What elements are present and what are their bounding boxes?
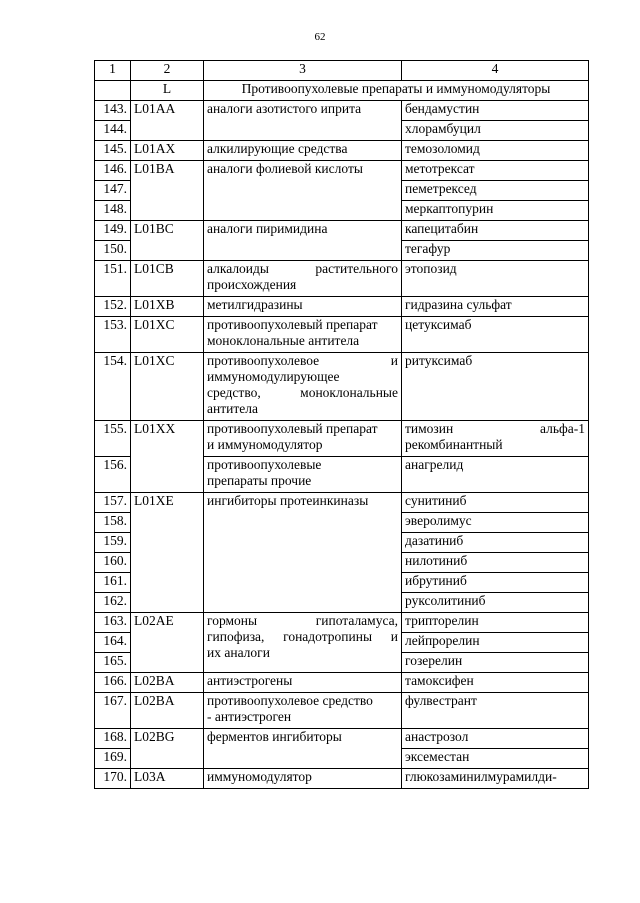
drug-class-line: средство, моноклональные	[207, 385, 398, 400]
drug-name: этопозид	[402, 261, 589, 297]
drug-name: эксеместан	[402, 749, 589, 769]
drug-class-line: противоопухолевые	[207, 457, 322, 472]
drug-name: гозерелин	[402, 653, 589, 673]
row-number: 162.	[95, 593, 131, 613]
drug-name: фулвестрант	[402, 693, 589, 729]
drug-class-line: алкалоиды растительного	[207, 261, 398, 276]
section-title: Противоопухолевые препараты и иммуномодуляторы	[204, 81, 589, 101]
atc-code: L01CB	[131, 261, 204, 297]
drug-class: ферментов ингибиторы	[204, 729, 402, 769]
drug-class	[204, 457, 402, 493]
drug-name: пеметрексед	[402, 181, 589, 201]
table-row	[95, 297, 589, 317]
drug-class: аналоги пиримидина	[204, 221, 402, 261]
row-number: 143.	[95, 101, 131, 121]
row-number: 164.	[95, 633, 131, 653]
drug-name: тегафур	[402, 241, 589, 261]
drug-class-line: противоопухолевый препарат	[207, 317, 378, 332]
drug-class-line: гормоны гипоталамуса,	[207, 613, 398, 628]
drug-name: темозоломид	[402, 141, 589, 161]
drug-class-line: и иммуномодулятор	[207, 437, 323, 452]
column-number-row	[95, 61, 589, 81]
drug-class	[204, 261, 402, 297]
drug-name: хлорамбуцил	[402, 121, 589, 141]
atc-code: L01XB	[131, 297, 204, 317]
drug-name: бендамустин	[402, 101, 589, 121]
table-row	[95, 141, 589, 161]
atc-code: L03A	[131, 769, 204, 789]
drug-class-line: препараты прочие	[207, 473, 312, 488]
drug-name: ибрутиниб	[402, 573, 589, 593]
atc-code: L02AE	[131, 613, 204, 673]
drug-class-line: противоопухолевое и	[207, 353, 398, 368]
table-row	[95, 693, 589, 729]
drug-class-line: иммуномодулирующее	[207, 369, 340, 384]
drug-class-line: противоопухолевое средство	[207, 693, 373, 708]
row-number: 158.	[95, 513, 131, 533]
drug-name: капецитабин	[402, 221, 589, 241]
row-number: 144.	[95, 121, 131, 141]
drug-class: аналоги фолиевой кислоты	[204, 161, 402, 221]
drug-name: руксолитиниб	[402, 593, 589, 613]
table-row	[95, 161, 589, 181]
drug-class	[204, 693, 402, 729]
row-number: 161.	[95, 573, 131, 593]
drug-name: гидразина сульфат	[402, 297, 589, 317]
section-header-row	[95, 81, 589, 101]
table-row	[95, 769, 589, 789]
col-header-1: 1	[95, 61, 131, 81]
section-code: L	[131, 81, 204, 101]
atc-code: L02BA	[131, 673, 204, 693]
drug-name: нилотиниб	[402, 553, 589, 573]
col-header-4: 4	[402, 61, 589, 81]
atc-code: L02BA	[131, 693, 204, 729]
drug-class-line: - антиэстроген	[207, 709, 292, 724]
atc-code: L01BC	[131, 221, 204, 261]
row-number: 160.	[95, 553, 131, 573]
atc-code: L01XC	[131, 353, 204, 421]
row-number: 159.	[95, 533, 131, 553]
drug-name: тамоксифен	[402, 673, 589, 693]
row-number: 170.	[95, 769, 131, 789]
drug-class-line: антитела	[207, 401, 258, 416]
table-row	[95, 493, 589, 513]
page-number: 62	[314, 31, 326, 43]
table-row	[95, 421, 589, 457]
drug-name-line: рекомбинантный	[405, 437, 503, 452]
drug-class-line: их аналоги	[207, 645, 270, 660]
drug-class: алкилирующие средства	[204, 141, 402, 161]
drug-name: метотрексат	[402, 161, 589, 181]
drug-name: анагрелид	[402, 457, 589, 493]
empty-cell	[95, 81, 131, 101]
atc-code: L01XX	[131, 421, 204, 493]
table-row	[95, 729, 589, 749]
drug-class-line: противоопухолевый препарат	[207, 421, 378, 436]
drug-name: лейпрорелин	[402, 633, 589, 653]
drug-class: аналоги азотистого иприта	[204, 101, 402, 141]
drug-class: метилгидразины	[204, 297, 402, 317]
row-number: 157.	[95, 493, 131, 513]
drug-class: антиэстрогены	[204, 673, 402, 693]
atc-code: L02BG	[131, 729, 204, 769]
table-row	[95, 613, 589, 633]
table-row	[95, 101, 589, 121]
drug-class	[204, 353, 402, 421]
col-header-3: 3	[204, 61, 402, 81]
row-number: 149.	[95, 221, 131, 241]
row-number: 168.	[95, 729, 131, 749]
row-number: 166.	[95, 673, 131, 693]
row-number: 154.	[95, 353, 131, 421]
atc-code: L01XE	[131, 493, 204, 613]
row-number: 167.	[95, 693, 131, 729]
drug-class	[204, 613, 402, 673]
drug-class	[204, 317, 402, 353]
table-row	[95, 317, 589, 353]
atc-code: L01BA	[131, 161, 204, 221]
col-header-2: 2	[131, 61, 204, 81]
drug-name: дазатиниб	[402, 533, 589, 553]
drug-name: анастрозол	[402, 729, 589, 749]
row-number: 148.	[95, 201, 131, 221]
drug-name: эверолимус	[402, 513, 589, 533]
row-number: 145.	[95, 141, 131, 161]
row-number: 165.	[95, 653, 131, 673]
row-number: 153.	[95, 317, 131, 353]
row-number: 152.	[95, 297, 131, 317]
drug-name: трипторелин	[402, 613, 589, 633]
drug-class: ингибиторы протеинкиназы	[204, 493, 402, 613]
row-number: 146.	[95, 161, 131, 181]
atc-code: L01XC	[131, 317, 204, 353]
row-number: 169.	[95, 749, 131, 769]
row-number: 155.	[95, 421, 131, 457]
drug-class-line: гипофиза, гонадотропины и	[207, 629, 398, 644]
table-row	[95, 673, 589, 693]
drug-name-line: тимозин альфа-1	[405, 421, 585, 436]
drug-name: цетуксимаб	[402, 317, 589, 353]
drug-name: ритуксимаб	[402, 353, 589, 421]
drug-name: сунитиниб	[402, 493, 589, 513]
drug-class	[204, 421, 402, 457]
row-number: 151.	[95, 261, 131, 297]
drug-name: глюкозаминилмурамилди-	[402, 769, 589, 789]
atc-code: L01AA	[131, 101, 204, 141]
table-row	[95, 221, 589, 241]
row-number: 150.	[95, 241, 131, 261]
row-number: 163.	[95, 613, 131, 633]
drug-class-line: происхождения	[207, 277, 297, 292]
drug-name: меркаптопурин	[402, 201, 589, 221]
row-number: 147.	[95, 181, 131, 201]
drug-class-line: моноклональные антитела	[207, 333, 360, 348]
table-row	[95, 261, 589, 297]
drug-class: иммуномодулятор	[204, 769, 402, 789]
drug-name	[402, 421, 589, 457]
atc-code: L01AX	[131, 141, 204, 161]
row-number: 156.	[95, 457, 131, 493]
drug-table	[94, 60, 589, 789]
table-row	[95, 353, 589, 421]
